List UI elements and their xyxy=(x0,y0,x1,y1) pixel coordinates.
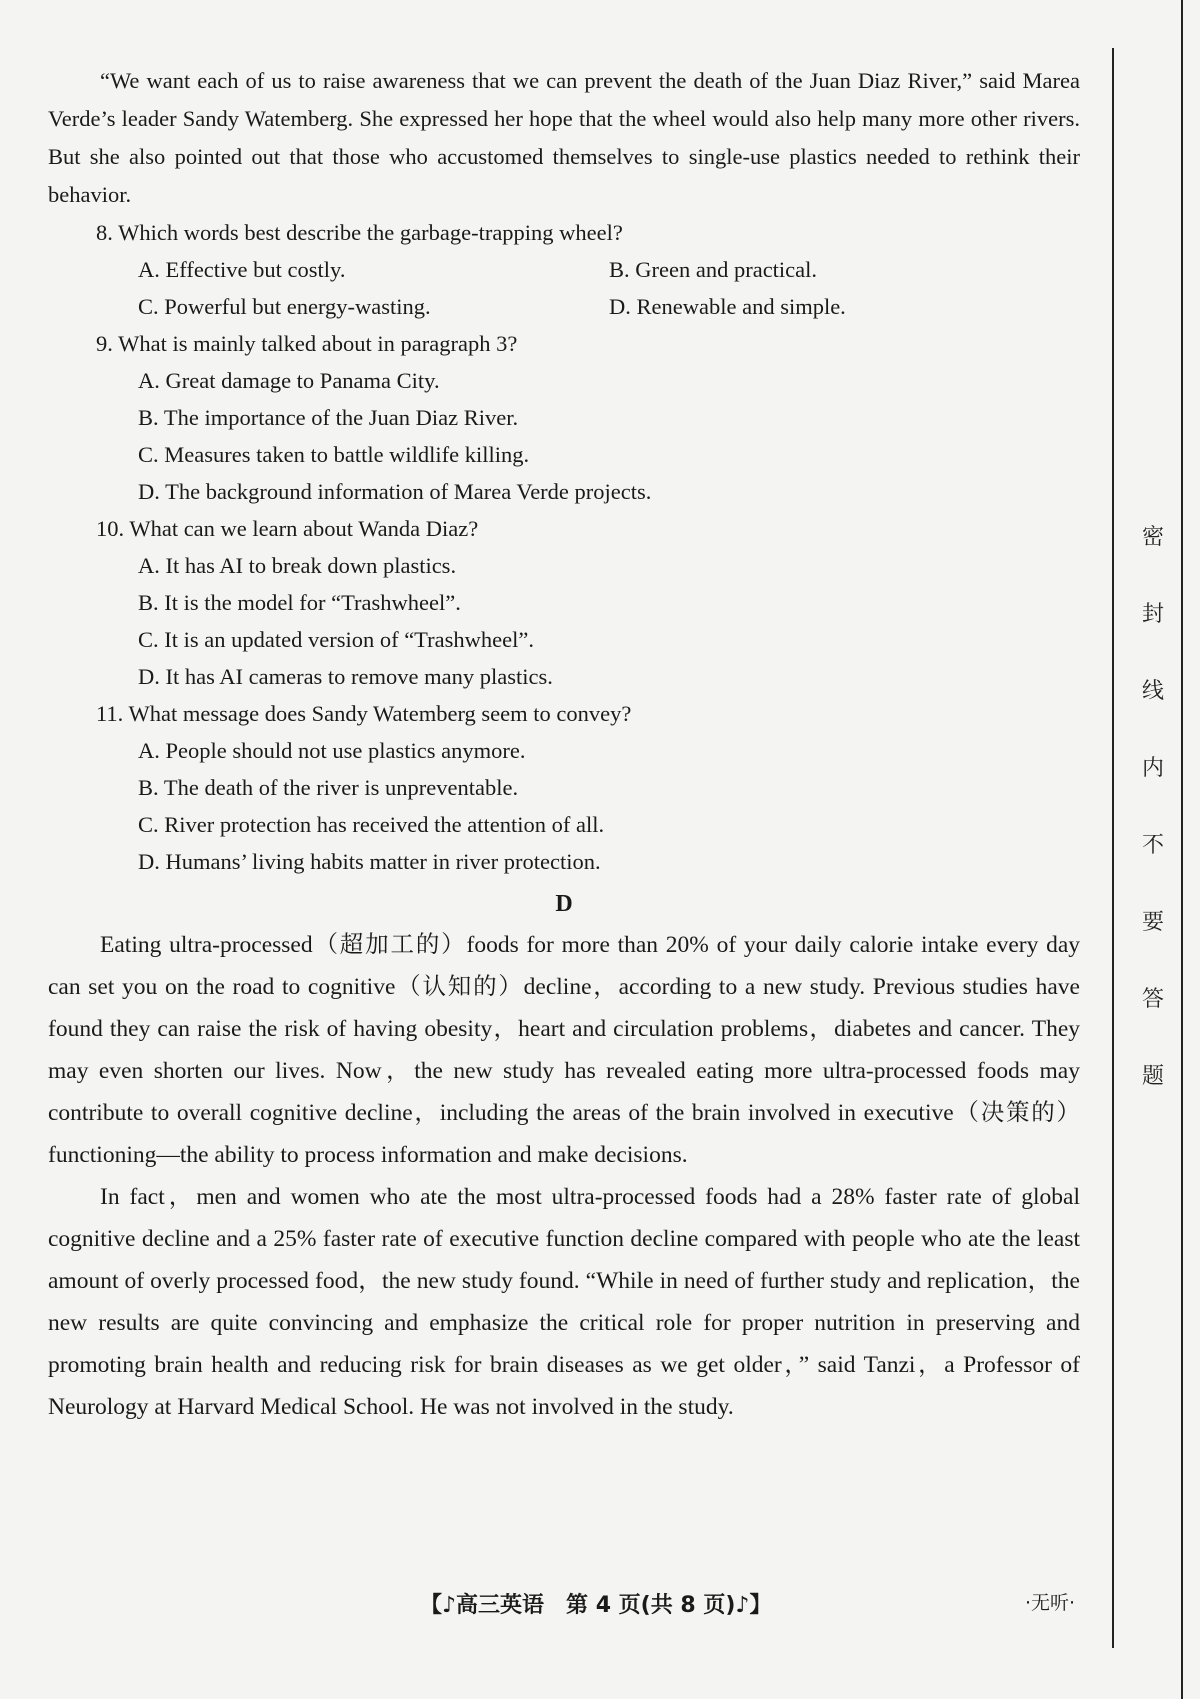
seal-char: 密 xyxy=(1141,525,1164,550)
passage-c-last-paragraph: “We want each of us to raise awareness that we can prevent the death of the Juan Diaz River,” said Marea Verde’s leader Sandy Watemberg. She expressed her hope that the wheel would also help many more other rivers. But she also pointed out that those who accustomed themselves to single-use plastics needed to rethink their behavior. xyxy=(48,68,1080,207)
seal-char: 封 xyxy=(1141,602,1164,627)
option-a: A. Great damage to Panama City. xyxy=(138,368,440,393)
passage-d xyxy=(48,884,1080,1428)
question-8 xyxy=(48,214,1080,325)
question-stem: 11. What message does Sandy Watemberg seem to convey? xyxy=(96,701,632,726)
section-heading: D xyxy=(555,891,573,917)
question-stem: 9. What is mainly talked about in paragraph 3? xyxy=(96,331,518,356)
option-c: C. Measures taken to battle wildlife killing. xyxy=(138,442,530,467)
footer-mark: ·无听· xyxy=(1025,1592,1076,1614)
option-c: C. River protection has received the attention of all. xyxy=(138,812,605,837)
seal-line-notice xyxy=(1138,520,1168,1136)
option-d: D. Humans’ living habits matter in river protection. xyxy=(138,849,601,874)
option-d: D. The background information of Marea Verde projects. xyxy=(138,479,652,504)
seal-char: 不 xyxy=(1141,833,1164,858)
option-d: D. It has AI cameras to remove many plastics. xyxy=(138,664,553,689)
option-b: B. The death of the river is unpreventable. xyxy=(138,775,519,800)
binding-line-inner xyxy=(1112,48,1114,1648)
page-number-label: 【♪高三英语 第 4 页(共 8 页)♪】 xyxy=(420,1593,772,1618)
option-c: C. It is an updated version of “Trashwheel”. xyxy=(138,627,534,652)
passage-paragraph: Eating ultra-processed（超加工的）foods for more than 20% of your daily calorie intake every day can set you on the road to cognitive（认知的）decline，according to a new study. Previous studies have found they can raise the risk of having obesity，heart and circulation problems，diabetes and cancer. They may even shorten our lives. Now，the new study has revealed eating more ultra-processed foods may contribute to overall cognitive decline，including the areas of the brain involved in executive（决策的）functioning—the ability to process information and make decisions. xyxy=(48,932,1080,1168)
option-a: A. Effective but costly. xyxy=(138,257,346,282)
option-c: C. Powerful but energy-wasting. xyxy=(138,294,431,319)
question-9 xyxy=(48,325,1080,510)
option-a: A. It has AI to break down plastics. xyxy=(138,553,457,578)
seal-char: 要 xyxy=(1141,910,1164,935)
option-b: B. The importance of the Juan Diaz River. xyxy=(138,405,519,430)
page-content xyxy=(48,62,1080,1428)
passage-paragraph: In fact，men and women who ate the most ultra-processed foods had a 28% faster rate of global cognitive decline and a 25% faster rate of executive function decline compared with people who ate the least amount of overly processed food，the new study found. “While in need of further study and replication，the new results are quite convincing and emphasize the critical role for proper nutrition in preserving and promoting brain health and reducing risk for brain diseases as we get older，” said Tanzi，a Professor of Neurology at Harvard Medical School. He was not involved in the study. xyxy=(48,1184,1080,1420)
question-stem: 8. Which words best describe the garbage-trapping wheel? xyxy=(96,220,623,245)
option-b: B. Green and practical. xyxy=(609,257,818,282)
seal-char: 题 xyxy=(1141,1064,1164,1089)
option-b: B. It is the model for “Trashwheel”. xyxy=(138,590,461,615)
seal-char: 答 xyxy=(1141,987,1164,1012)
option-d: D. Renewable and simple. xyxy=(609,294,846,319)
question-10 xyxy=(48,510,1080,695)
seal-char: 内 xyxy=(1141,756,1164,781)
binding-line-outer xyxy=(1181,0,1183,1699)
question-11 xyxy=(48,695,1080,880)
seal-char: 线 xyxy=(1141,679,1164,704)
option-a: A. People should not use plastics anymore. xyxy=(138,738,526,763)
question-stem: 10. What can we learn about Wanda Diaz? xyxy=(96,516,479,541)
